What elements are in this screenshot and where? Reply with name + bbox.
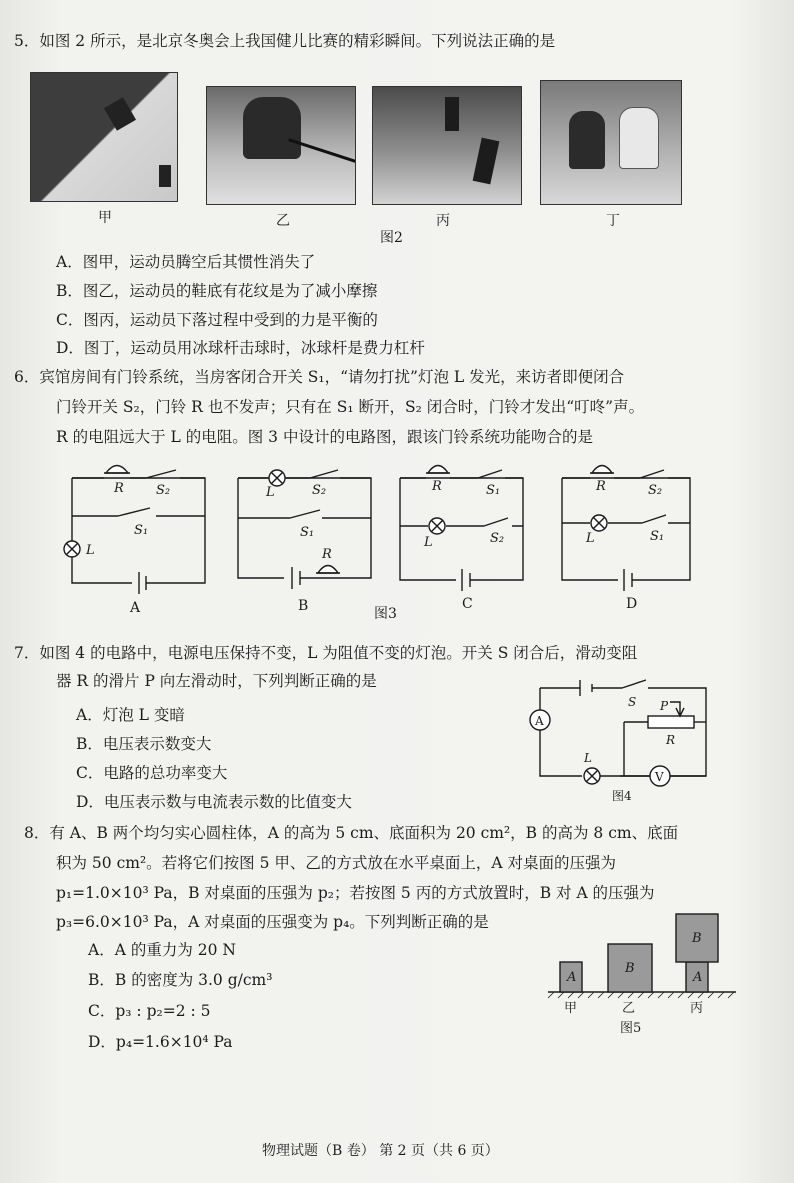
circuit-b-r-label: R [322,547,332,562]
circuit-d-label: D [626,596,638,612]
fig4-rheostat-label: R [666,733,676,747]
fig5-label-jia: 甲 [564,1001,578,1016]
q8-line3: p₁=1.0×10³ Pa，B 对桌面的压强为 p₂；若按图 5 丙的方式放置时，B 对 A 的压强为 [56,884,655,902]
fig5-bing-a-label: A [693,970,703,985]
q8-line1: 8．有 A、B 两个均匀实心圆柱体，A 的高为 5 cm、底面积为 20 cm²，B 的高为 8 cm、底面 [24,824,679,842]
fig3-circuits [0,448,794,628]
q8-line4: p₃=6.0×10³ Pa，A 对桌面的压强变为 p₄。下列判断正确的是 [56,913,489,931]
fig2-caption: 图2 [380,230,403,246]
circuit-d [562,466,690,592]
circuit-c-l-label: L [424,535,433,550]
fig5-jia-a-label: A [567,970,577,985]
q6-line3: R 的电阻远大于 L 的电阻。图 3 中设计的电路图，跟该门铃系统功能吻合的是 [56,428,593,446]
fig4-circuit [520,672,720,806]
circuit-a-l-label: L [86,543,95,558]
q8-option-c: C．p₃ : p₂=2 : 5 [88,1002,211,1020]
photo-yi [206,86,356,205]
circuit-c-label: C [462,596,473,612]
q8-option-a: A．A 的重力为 20 N [88,941,236,959]
q7-line2: 器 R 的滑片 P 向左滑动时，下列判断正确的是 [56,672,377,690]
circuit-d-l-label: L [586,531,595,546]
fig4-switch-label: S [628,695,637,709]
photo-label-bing: 丙 [436,213,450,229]
q8-line2: 积为 50 cm²。若将它们按图 5 甲、乙的方式放在水平桌面上，A 对桌面的压强为 [56,854,617,872]
q5-option-a: A．图甲，运动员腾空后其惯性消失了 [56,253,316,271]
q7-option-a: A．灯泡 L 变暗 [76,706,185,724]
q7-option-c: C．电路的总功率变大 [76,764,228,782]
q8-option-b: B．B 的密度为 3.0 g/cm³ [88,971,273,989]
photo-label-jia: 甲 [98,210,112,226]
q5-option-d: D．图丁，运动员用冰球杆击球时，冰球杆是费力杠杆 [56,339,425,357]
fig4-caption: 图4 [612,789,632,803]
circuit-a-s1-label: S₁ [134,523,149,538]
photo-label-yi: 乙 [276,213,290,229]
circuit-c-r-label: R [432,479,442,494]
q8-option-d: D．p₄=1.6×10⁴ Pa [88,1033,233,1051]
q7-option-b: B．电压表示数变大 [76,735,212,753]
fig4-voltmeter-label: V [655,770,664,784]
q7-option-d: D．电压表示数与电流表示数的比值变大 [76,793,352,811]
photo-bing [372,86,522,205]
q6-line2: 门铃开关 S₂，门铃 R 也不发声；只有在 S₁ 断开，S₂ 闭合时，门铃才发出“叮咚”声。 [56,398,645,416]
fig5-yi-b-label: B [625,961,635,976]
page-footer: 物理试题（B 卷） 第 2 页（共 6 页） [262,1143,499,1159]
fig4-ammeter-label: A [535,714,544,728]
circuit-b-s1-label: S₁ [300,525,315,540]
photo-label-ding: 丁 [606,213,620,229]
circuit-c-s1-label: S₁ [486,483,501,498]
circuit-a-r-label: R [114,481,124,496]
circuit-a-s2-label: S₂ [156,483,171,498]
circuit-b-s2-label: S₂ [312,483,327,498]
circuit-a-label: A [130,600,141,616]
circuit-d-s2-label: S₂ [648,483,663,498]
fig5-caption: 图5 [620,1021,642,1036]
circuit-c-s2-label: S₂ [490,531,505,546]
fig5-label-yi: 乙 [622,1001,636,1016]
fig5-bing-b-label: B [692,931,702,946]
photo-ding [540,80,682,205]
q5-option-c: C．图丙，运动员下落过程中受到的力是平衡的 [56,311,378,329]
fig3-caption: 图3 [374,606,397,622]
circuit-c [400,466,523,592]
q6-line1: 6．宾馆房间有门铃系统，当房客闭合开关 S₁，“请勿打扰”灯泡 L 发光，来访者即便闭合 [14,368,625,386]
fig5-blocks [540,910,740,1038]
q5-stem: 5．如图 2 所示，是北京冬奥会上我国健儿比赛的精彩瞬间。下列说法正确的是 [14,32,556,50]
fig4-lamp-label: L [584,751,592,765]
fig5-label-bing: 丙 [690,1001,704,1016]
photo-jia [30,72,178,202]
circuit-d-r-label: R [596,479,606,494]
fig4-slider-label: P [660,699,669,713]
q5-option-b: B．图乙，运动员的鞋底有花纹是为了减小摩擦 [56,282,378,300]
circuit-b-label: B [298,598,309,614]
circuit-d-s1-label: S₁ [650,529,665,544]
circuit-b-l-label: L [266,485,275,500]
q7-line1: 7．如图 4 的电路中，电源电压保持不变，L 为阻值不变的灯泡。开关 S 闭合后，滑动变阻 [14,644,638,662]
